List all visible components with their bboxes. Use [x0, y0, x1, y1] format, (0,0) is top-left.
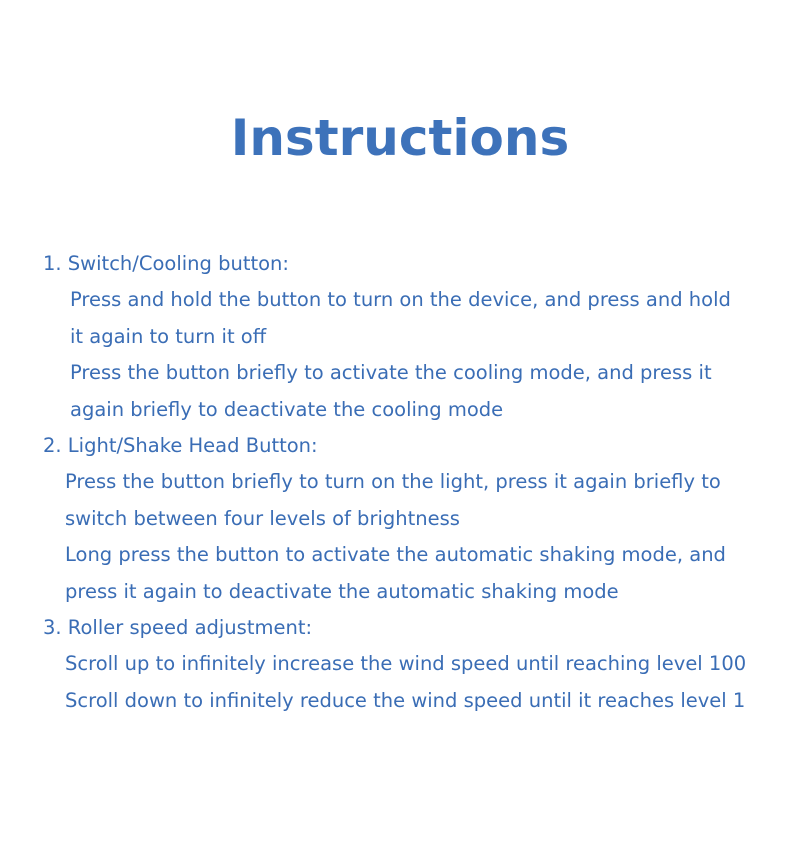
instruction-section-roller-speed: [43, 610, 783, 719]
instruction-line: Long press the button to activate the automatic shaking mode, and: [65, 543, 726, 567]
instruction-line: Press and hold the button to turn on the device, and press and hold: [70, 288, 731, 312]
section-heading: 3. Roller speed adjustment:: [43, 616, 313, 640]
instruction-section-switch-cooling: [43, 246, 783, 428]
instruction-line: Scroll up to infinitely increase the wind speed until reaching level 100: [65, 652, 747, 676]
instruction-line: it again to turn it off: [70, 324, 267, 348]
instruction-line: Scroll down to infinitely reduce the wind speed until it reaches level 1: [65, 688, 746, 712]
instruction-section-light-shake: [43, 428, 783, 610]
page-title: Instructions: [230, 109, 570, 167]
instruction-line: switch between four levels of brightness: [65, 506, 460, 530]
instruction-line: Press the button briefly to turn on the light, press it again briefly to: [65, 470, 721, 494]
section-heading: 2. Light/Shake Head Button:: [43, 434, 318, 458]
instruction-line: again briefly to deactivate the cooling mode: [70, 397, 504, 421]
instructions-list: [43, 246, 783, 719]
instruction-line: press it again to deactivate the automatic shaking mode: [65, 579, 619, 603]
section-heading: 1. Switch/Cooling button:: [43, 252, 289, 275]
instruction-line: Press the button briefly to activate the cooling mode, and press it: [70, 361, 712, 385]
